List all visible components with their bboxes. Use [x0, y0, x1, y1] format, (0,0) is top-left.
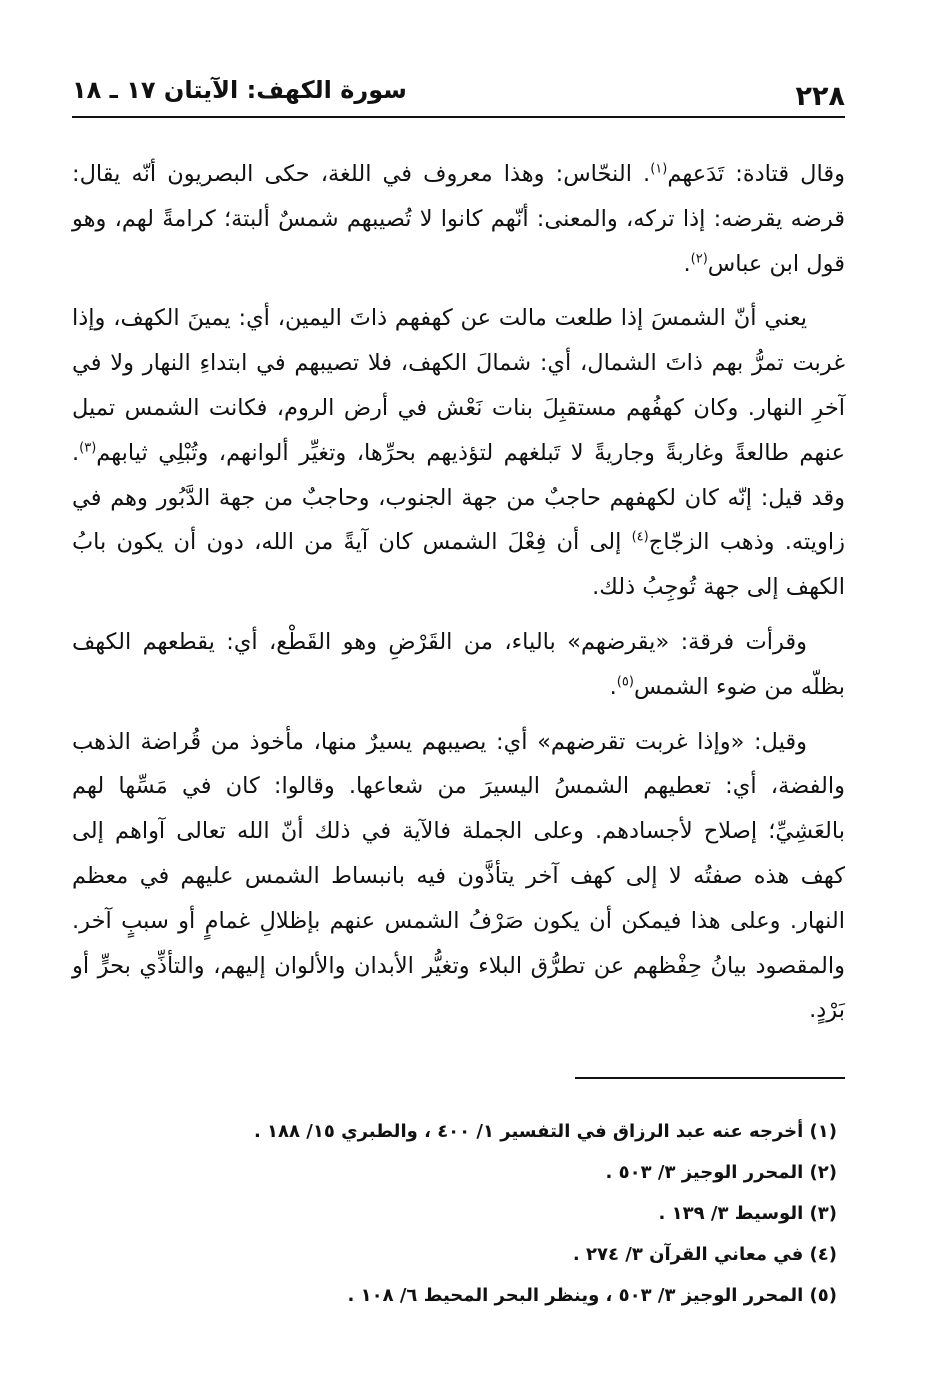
footnote-ref-4: (٤) [631, 529, 649, 545]
footnote-divider [575, 1077, 845, 1079]
footnote-2: (٢) المحرر الوجيز ٣/ ٥٠٣ . [605, 1162, 837, 1183]
footnote-ref-1: (١) [650, 161, 668, 177]
paragraph-2-text-a: يعني أنّ الشمسَ إذا طلعت مالت عن كهفهم ذاتَ اليمين، أي: يمينَ الكهف، وإذا غربت تمرُّ بهم ذاتَ الشمال، أي: شمالَ الكهف، فلا تصيبهم في ابتداءِ النهار ولا في آخرِ النهار. وكان كهفُهم مستقبِلَ بنات نَعْش في أرض الروم، فكانت الشمس تميل عنهم طالعةً وغاربةً وجاريةً لا تَبلغهم لتؤذيهم بحرِّها، وتغيِّر ألوانهم، وتُبْلِي ثيابهم [72, 305, 845, 466]
footnote-ref-5: (٥) [616, 674, 634, 690]
paragraph-1-text-c: . [683, 250, 691, 277]
paragraph-1-text-a: وقال قتادة: تَدَعهم [667, 161, 845, 187]
paragraph-3-text-b: . [609, 673, 617, 700]
page-number: ٢٢٨ [795, 81, 845, 112]
main-text [72, 152, 845, 1043]
footnote-ref-2: (٢) [690, 251, 708, 267]
footnote-ref-3: (٣) [79, 440, 97, 456]
paragraph-2-text-b: . وقد قيل: إنّه كان لكهفهم حاجبٌ من جهة الجنوب، وحاجبٌ من جهة الدَّبُور وهم في زاويته. وذهب الزجّاج [72, 439, 845, 556]
paragraph-3-text-a: وقرأت فرقة: «يقرضهم» بالياء، من القَرْضِ وهو القَطْع، أي: يقطعهم الكهف بظلّه من ضوء الشمس [72, 628, 845, 700]
paragraph-3 [72, 620, 845, 710]
paragraph-1-text-b: . النحّاس: وهذا معروف في اللغة، حكى البصريون أنّه يقال: قرضه يقرضه: إذا تركه، والمعنى: أنّهم كانوا لا تُصيبهم شمسٌ ألبتة؛ كرامةً لهم، وهو قول ابن عباس [72, 161, 845, 277]
paragraph-4-text: وقيل: «وإذا غربت تقرضهم» أي: يصيبهم يسيرٌ منها، مأخوذ من قُراضة الذهب والفضة، أي: تعطيهم الشمسُ اليسيرَ من شعاعها. وقالوا: كان في مَسِّها لهم بالعَشِيِّ؛ إصلاح لأجسادهم. وعلى الجملة فالآية في ذلك أنّ الله تعالى آواهم إلى كهف هذه صفتُه لا إلى كهف آخر يتأذَّون فيه بانبساط الشمس عليهم في معظم النهار. وعلى هذا فيمكن أن يكون صَرْفُ الشمس عنهم بإظلالِ غمامٍ أو سببٍ آخر. والمقصود بيانُ حِفْظهم عن تطرُّق البلاء وتغيُّر الأبدان والألوان إليهم، والتأذِّي بحرٍّ أو بَرْدٍ. [72, 728, 845, 1024]
paragraph-4 [72, 720, 845, 1034]
page-header [72, 66, 845, 114]
paragraph-2-text-c: إلى أن فِعْلَ الشمس كان آيةً من الله، دون أن يكون بابُ الكهف إلى جهة تُوجِبُ ذلك. [72, 529, 845, 601]
footnote-1: (١) أخرجه عنه عبد الرزاق في التفسير ١/ ٤٠٠ ، والطبري ١٥/ ١٨٨ . [253, 1121, 837, 1142]
footnote-3: (٣) الوسيط ٣/ ١٣٩ . [658, 1203, 837, 1224]
paragraph-2 [72, 296, 845, 610]
footnote-4: (٤) في معاني القرآن ٣/ ٢٧٤ . [572, 1244, 837, 1265]
running-title: سورة الكهف: الآيتان ١٧ ـ ١٨ [72, 76, 407, 104]
footnote-5: (٥) المحرر الوجيز ٣/ ٥٠٣ ، وينظر البحر المحيط ٦/ ١٠٨ . [347, 1285, 837, 1306]
footnotes [72, 1115, 837, 1320]
header-divider [72, 116, 845, 118]
paragraph-1 [72, 152, 845, 286]
